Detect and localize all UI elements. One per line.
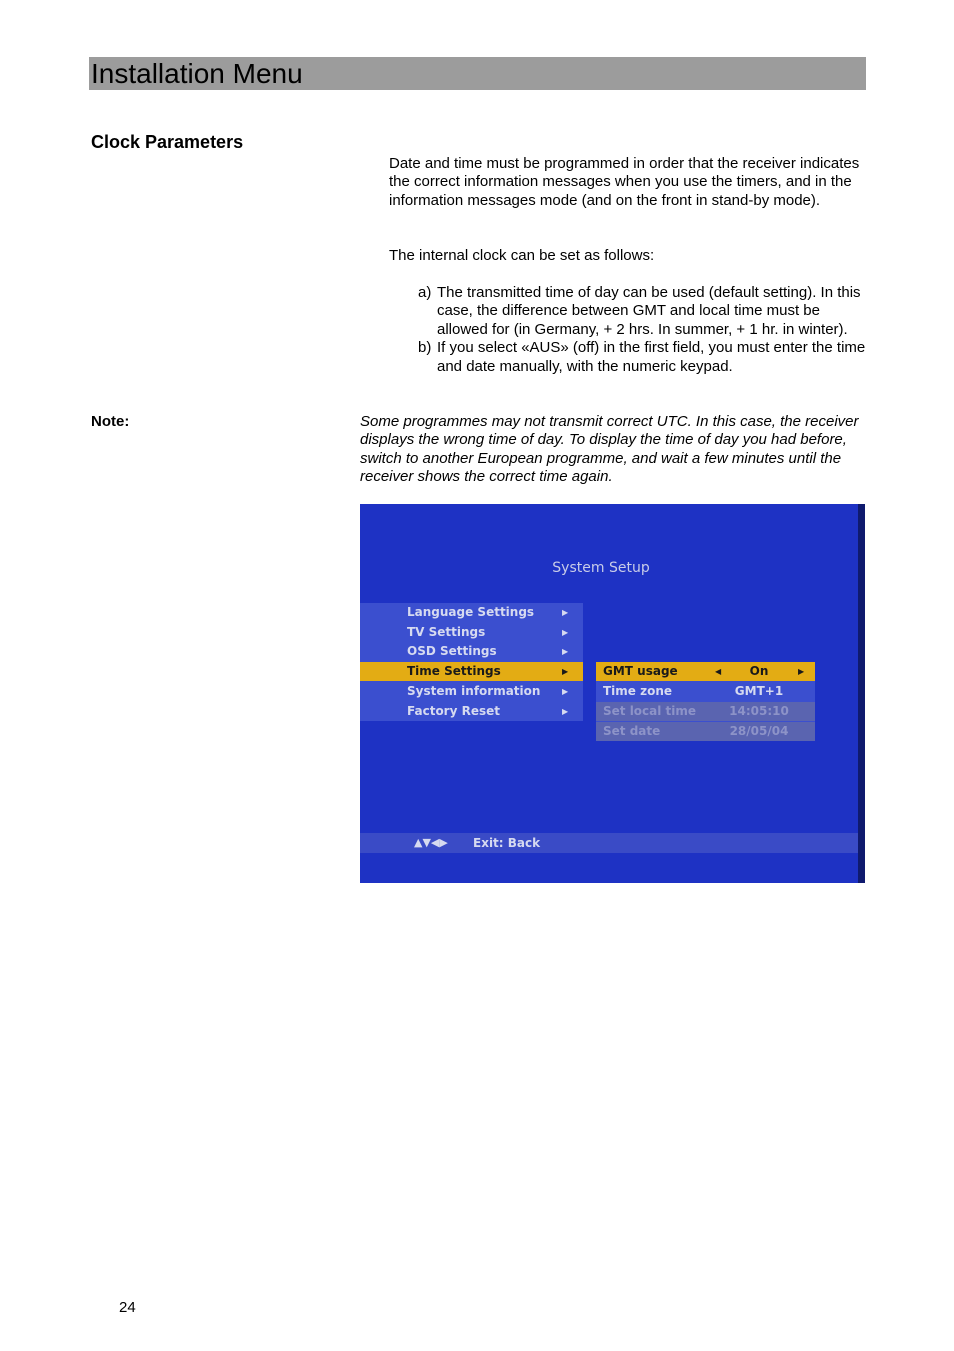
list-marker: a) xyxy=(418,284,432,301)
setting-value: 28/05/04 xyxy=(729,723,789,738)
menu-item-time-settings[interactable] xyxy=(360,662,583,681)
list-marker: b) xyxy=(418,339,432,357)
setting-value: On xyxy=(749,664,769,678)
menu-item-language-settings[interactable] xyxy=(360,603,583,622)
screen-edge xyxy=(858,504,865,883)
menu-item-label: Factory Reset xyxy=(407,703,500,718)
menu-item-label: OSD Settings xyxy=(407,644,497,658)
exit-hint: Exit: Back xyxy=(473,836,541,850)
time-settings-panel xyxy=(596,662,815,741)
chevron-right-icon: ▶ xyxy=(562,706,569,716)
chevron-left-icon[interactable]: ◀ xyxy=(715,667,722,676)
setting-label: Set date xyxy=(603,723,661,738)
navigation-arrows-icon: ▲▼◀▶ xyxy=(414,836,448,849)
menu-item-label: System information xyxy=(407,684,541,698)
list-item-text: The transmitted time of day can be used (default setting). In this case, the difference between GMT and local time must be allowed for (in Germany, + 2 hrs. In summer, + 1 hr. in winter). xyxy=(437,284,861,338)
note-text: Some programmes may not transmit correct UTC. In this case, the receiver displays the wrong time of day. To display the time of day you had before, switch to another European programme, and wait a few minutes until the receiver shows the correct time again. xyxy=(360,413,859,486)
chevron-right-icon[interactable]: ▶ xyxy=(798,667,805,676)
page-number: 24 xyxy=(119,1299,136,1316)
section-title: Clock Parameters xyxy=(91,132,244,152)
list-item-text: If you select «AUS» (off) in the first field, you must enter the time and date manually, with the numeric keypad. xyxy=(437,339,866,375)
menu-item-osd-settings[interactable] xyxy=(360,642,583,661)
osd-title-text: System Setup xyxy=(552,560,650,576)
setting-value: 14:05:10 xyxy=(729,703,789,718)
menu-item-factory-reset[interactable] xyxy=(360,702,583,721)
chevron-right-icon: ▶ xyxy=(562,627,569,637)
osd-title xyxy=(360,560,858,576)
menu-item-label: Language Settings xyxy=(407,605,535,619)
menu-item-tv-settings[interactable] xyxy=(360,623,583,642)
chevron-right-icon: ▶ xyxy=(562,667,569,676)
gmt-usage-row[interactable] xyxy=(596,662,815,681)
chevron-right-icon: ▶ xyxy=(562,687,569,696)
list-item xyxy=(418,284,866,339)
setting-value: GMT+1 xyxy=(734,683,784,698)
setting-label: Set local time xyxy=(603,703,697,718)
setting-label: Time zone xyxy=(603,683,673,698)
page-title: Installation Menu xyxy=(91,58,303,89)
setup-menu xyxy=(360,603,583,721)
menu-item-label: TV Settings xyxy=(407,624,486,639)
set-local-time-row xyxy=(596,702,815,721)
header-bar xyxy=(89,57,866,90)
intro-paragraph: Date and time must be programmed in order that the receiver indicates the correct information messages when you use the timers, and in the information messages mode (and on the front in stand-by mode). xyxy=(389,155,860,209)
set-date-row xyxy=(596,722,815,741)
menu-item-label: Time Settings xyxy=(407,664,501,678)
osd-footer xyxy=(360,833,858,853)
chevron-right-icon: ▶ xyxy=(562,608,569,617)
time-zone-row[interactable] xyxy=(596,682,815,701)
clock-options-list xyxy=(418,284,866,376)
system-setup-screenshot xyxy=(360,504,865,883)
note-label: Note: xyxy=(91,413,130,430)
setting-label: GMT usage xyxy=(603,664,678,678)
chevron-right-icon: ▶ xyxy=(562,647,569,656)
list-item xyxy=(418,339,866,376)
clock-setup-paragraph: The internal clock can be set as follows: xyxy=(389,247,655,264)
menu-item-system-information[interactable] xyxy=(360,682,583,701)
